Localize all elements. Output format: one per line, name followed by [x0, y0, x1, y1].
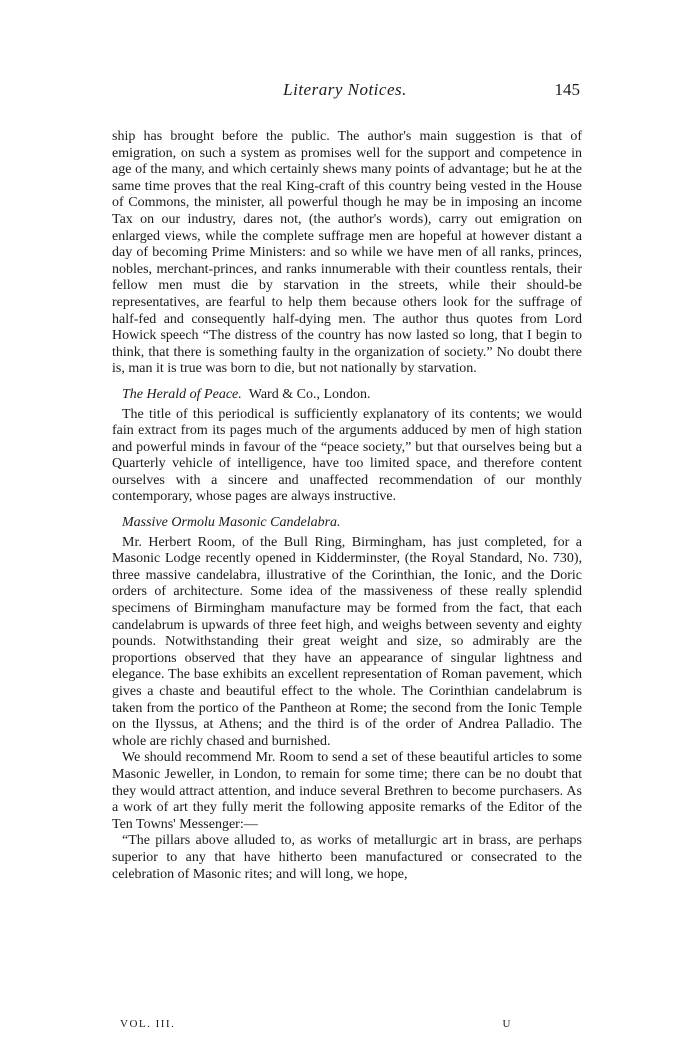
paragraph-continuation: ship has brought before the public. The author's main suggestion is that of emigration, on such a system as promises well for the support and competence in age of the many, and which certainly shews many points of advantage; but he at the same time proves that the real King-craft of this country being vested in the House of Commons, the minister, all powerful though he may be in imposing an income Tax on our industry, dares not, (the author's words), carry out emigration on enlarged views, while the complete suffrage men are hopeful at however distant a day of becoming Prime Ministers: and so while we have men of all ranks, princes, nobles, merchant-princes, and ranks innumerable with their countless rentals, their fellow men must die by starvation in the streets, while their should-be representatives, are fearful to help them because others look for the suffrage of half-fed and consequently half-dying men. The author thus quotes from Lord Howick speech “The distress of the country has now lasted so long, that I begin to think, that there is something faulty in the organization of society.” No doubt there is, man it is true was born to die, but not nationally by starvation. — [112, 129, 582, 377]
notice-heading-herald — [122, 387, 582, 404]
page-footer — [120, 1018, 512, 1032]
paragraph-herald: The title of this periodical is sufficiently explanatory of its contents; we would fain extract from its pages much of the arguments adduced by men of high station and powerful minds in favour of the “peace society,” but that ourselves being but a Quarterly vehicle of intelligence, have too limited space, and therefore content ourselves with a sincere and unaffected recommendation of our monthly contemporary, whose pages are always instructive. — [112, 406, 582, 505]
volume-label: VOL. III. — [120, 1018, 176, 1030]
body-text — [112, 129, 582, 883]
signature-mark: U — [502, 1018, 512, 1030]
notice-title-herald: The Herald of Peace. — [122, 386, 242, 402]
notice-publisher-herald: Ward & Co., London. — [248, 386, 371, 402]
running-head — [110, 80, 580, 102]
page-number: 145 — [554, 80, 580, 99]
paragraph-quotation: “The pillars above alluded to, as works of metallurgic art in brass, are perhaps superior to any that have hitherto been manufactured or consecrated to the celebration of Masonic rites; and will long, we hope, — [112, 833, 582, 882]
running-title: Literary Notices. — [283, 80, 407, 99]
paragraph-recommendation: We should recommend Mr. Room to send a set of these beautiful articles to some Masonic Jeweller, in London, to remain for some time; there can be no doubt that they would attract attention, and induce several Brethren to become purchasers. As a work of art they fully merit the following apposite remarks of the Editor of the Ten Towns' Messenger:— — [112, 750, 582, 832]
paragraph-candelabra: Mr. Herbert Room, of the Bull Ring, Birmingham, has just completed, for a Masonic Lodge recently opened in Kidderminster, (the Royal Standard, No. 730), three massive candelabra, illustrative of the Corinthian, the Ionic, and the Doric orders of architecture. Some idea of the massiveness of these really splendid specimens of Birmingham manufacture may be formed from the fact, that each candelabrum is upwards of three feet high, and weighs between seventy and eighty pounds. Notwithstanding their great weight and size, so admirably are the proportions observed that they have an appearance of singular lightness and elegance. The base exhibits an excellent representation of Roman pavement, which gives a chaste and beautiful effect to the whole. The Corinthian candelabrum is taken from the portico of the Pantheon at Rome; the second from the Ionic Temple on the Ilyssus, at Athens; and the third is of the order of Andrea Palladio. The whole are richly chased and burnished. — [112, 534, 582, 749]
notice-heading-candelabra: Massive Ormolu Masonic Candelabra. — [122, 515, 341, 531]
